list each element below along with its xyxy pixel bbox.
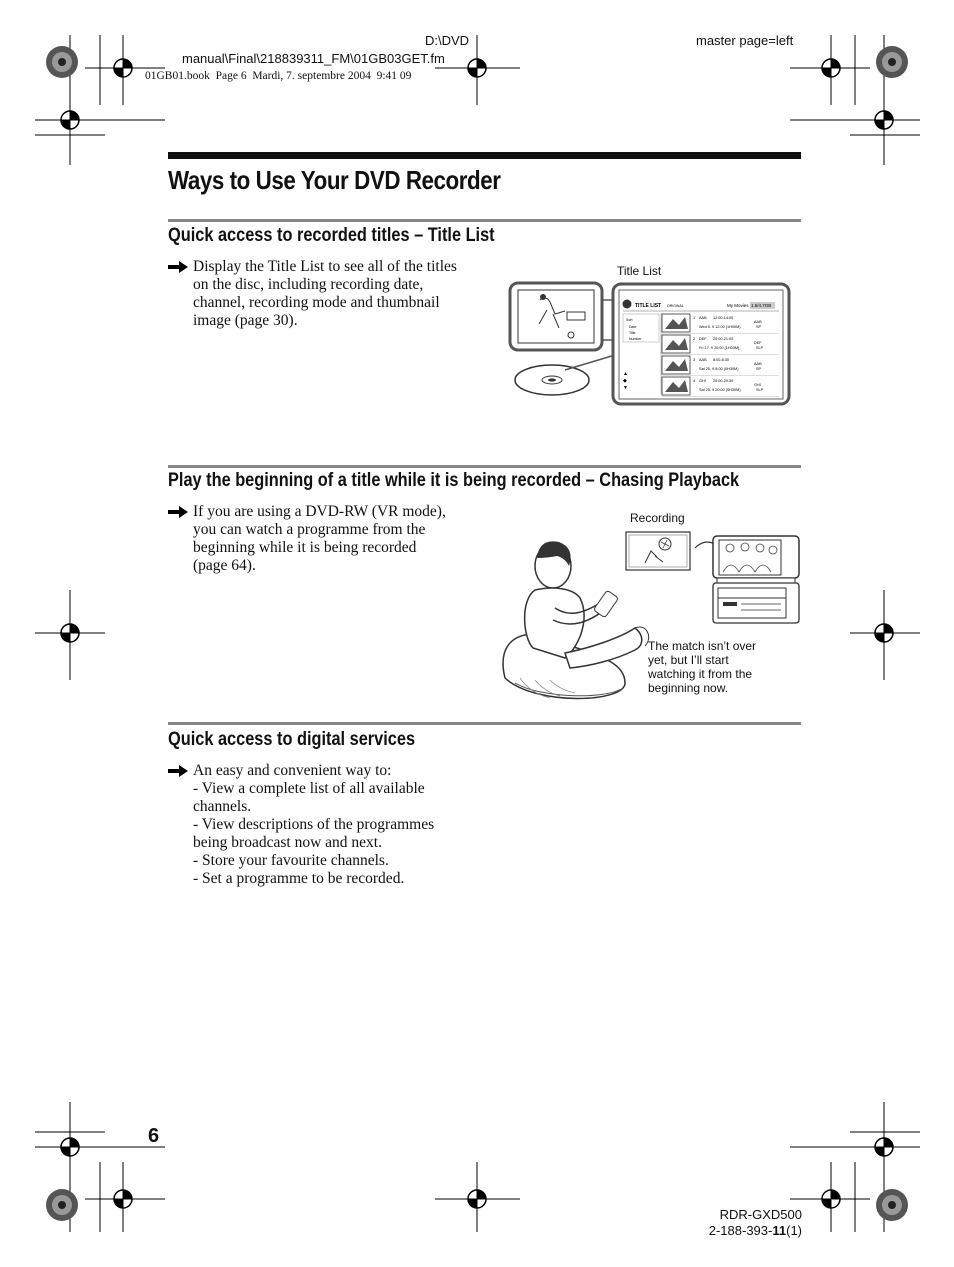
row-name: AAB <box>699 316 707 320</box>
arrow-icon <box>168 505 188 523</box>
row-channel: AAB <box>754 320 762 324</box>
nav-arrows-icon: ▲ <box>623 371 628 377</box>
row-mode: SP <box>756 325 762 329</box>
screen-capacity: 1.5/4.7GB <box>751 303 772 308</box>
section-rule-1 <box>168 219 801 222</box>
figure-label-title-list: Title List <box>617 264 662 278</box>
print-path-line1: D:\DVD <box>425 33 470 48</box>
row-time: 8:00-8:30 <box>713 358 730 362</box>
row-mode: SLP <box>756 388 764 392</box>
row-number: 2 <box>693 337 696 341</box>
svg-text:▼: ▼ <box>623 385 628 391</box>
speech-line: beginning now. <box>648 681 729 695</box>
row-date: Sat 25. 9 8:00 (0H30M) <box>699 367 739 371</box>
row-number: 4 <box>693 379 696 383</box>
speech-line: The match isn’t over <box>648 639 757 653</box>
row-date: Wed 5. 9 12:00 (1H00M) <box>699 325 741 329</box>
row-mode: SLP <box>756 346 764 350</box>
body-line: - Store your favourite channels. <box>193 852 389 869</box>
body-line: If you are using a DVD-RW (VR mode), <box>193 503 446 520</box>
print-master-label: master page=left <box>696 33 794 48</box>
row-channel: DEF <box>754 341 762 345</box>
arrow-icon <box>168 260 188 278</box>
row-number: 1 <box>693 316 696 320</box>
row-channel: GHI <box>754 383 761 387</box>
row-time: 12:00-14:00 <box>713 316 734 320</box>
body-line: (page 64). <box>193 557 256 574</box>
section-heading-wrap-3 <box>168 729 455 751</box>
row-date: Sat 25. 9 20:00 (0H30M) <box>699 388 741 392</box>
section-heading-title-list: Quick access to recorded titles – Title List <box>168 225 495 246</box>
row-date: Fri 17. 9 20:00 (1H00M) <box>699 346 740 350</box>
print-path-line2: manual\Final\218839311_FM\01GB03GET.fm <box>182 51 445 66</box>
figure-label-recording: Recording <box>630 511 685 525</box>
body-line: channel, recording mode and thumbnail <box>193 294 440 311</box>
body-line: An easy and convenient way to: <box>193 762 392 779</box>
title-list-illustration <box>505 280 795 410</box>
row-number: 3 <box>693 358 696 362</box>
body-line: - Set a programme to be recorded. <box>193 870 405 887</box>
speech-caption <box>648 639 756 695</box>
body-line: Display the Title List to see all of the titles <box>193 258 457 275</box>
screen-menu-date: Date <box>629 325 637 329</box>
screen-menu-sort: Sort <box>626 318 633 322</box>
section-heading-wrap-1 <box>168 225 548 247</box>
footer-model: RDR-GXD500 <box>719 1207 802 1222</box>
page-title-wrap <box>168 165 868 196</box>
svg-text:◆: ◆ <box>623 378 627 384</box>
screen-menu-number: Number <box>629 337 642 341</box>
arrow-icon <box>168 764 188 782</box>
body-line: you can watch a programme from the <box>193 521 426 538</box>
body-line: channels. <box>193 798 252 815</box>
screen-header-sub: ORIGINAL <box>667 304 684 308</box>
row-time: 20:00-21:00 <box>713 337 734 341</box>
print-book-line: 01GB01.book Page 6 Mardi, 7. septembre 2004 9:41 09 <box>145 70 412 82</box>
speech-line: watching it from the <box>648 667 753 681</box>
body-line: being broadcast now and next. <box>193 834 382 851</box>
row-name: GHI <box>699 379 706 383</box>
section-heading-wrap-2 <box>168 470 832 492</box>
body-line: image (page 30). <box>193 312 298 329</box>
title-rule <box>168 152 801 159</box>
row-channel: AAB <box>754 362 762 366</box>
row-mode: SP <box>756 367 762 371</box>
page-number: 6 <box>148 1125 160 1147</box>
section-rule-3 <box>168 722 801 725</box>
row-time: 20:00-20:30 <box>713 379 734 383</box>
screen-header: TITLE LIST <box>635 303 662 309</box>
footer <box>690 1207 802 1239</box>
section-heading-chasing-playback: Play the beginning of a title while it is being recorded – Chasing Playback <box>168 470 740 491</box>
speech-line: yet, but I’ll start <box>648 653 729 667</box>
screen-disc-name: My Movies <box>727 303 749 308</box>
footer-code: 2-188-393-11(1) <box>708 1223 802 1238</box>
body-line: - View descriptions of the programmes <box>193 816 435 833</box>
screen-menu-title: Title <box>629 331 636 335</box>
page-title: Ways to Use Your DVD Recorder <box>168 165 501 195</box>
row-name: AAB <box>699 358 707 362</box>
row-name: DEF <box>699 337 707 341</box>
section-heading-digital-services: Quick access to digital services <box>168 729 416 750</box>
section-rule-2 <box>168 465 801 468</box>
body-line: on the disc, including recording date, <box>193 276 424 293</box>
body-line: beginning while it is being recorded <box>193 539 417 556</box>
body-line: - View a complete list of all available <box>193 780 425 797</box>
